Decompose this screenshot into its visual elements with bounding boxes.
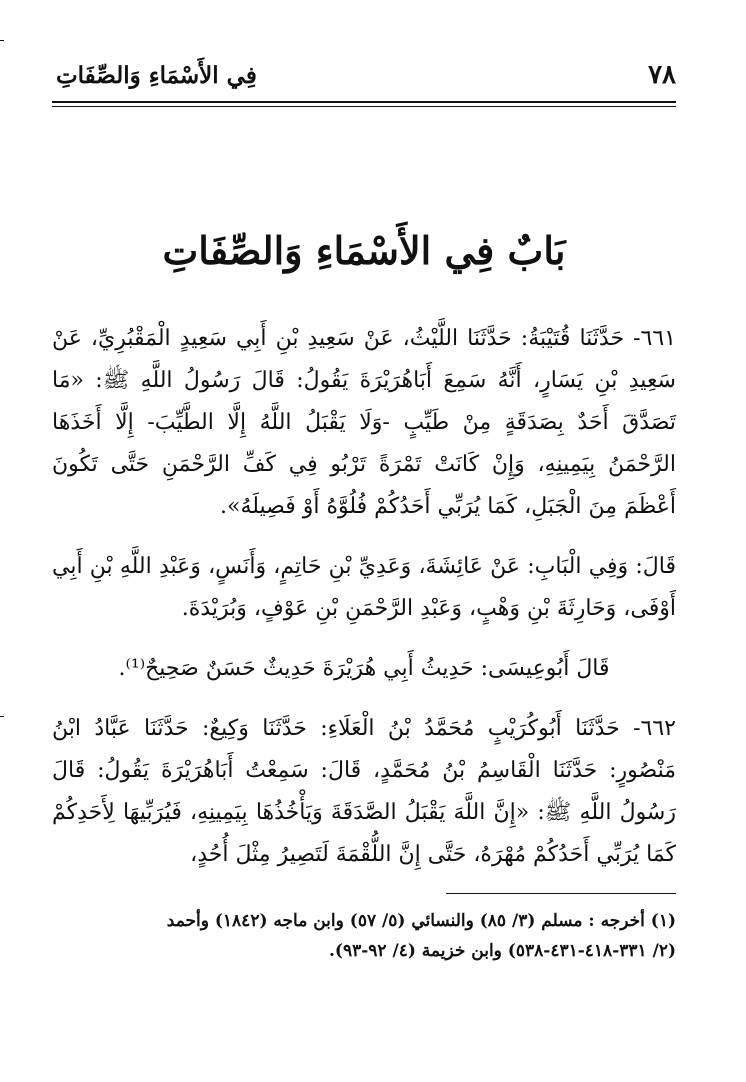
body-text [52,318,676,894]
grading-paragraph: قَالَ أَبُوعِيسَى: حَدِيثُ أَبِي هُرَيْرَةَ حَدِيثٌ حَسَنٌ صَحِيحٌ⁽¹⁾. [118,656,610,681]
footnote-rule [446,893,676,894]
margin-mark-top [0,40,4,41]
book-title: فِي الأَسْمَاءِ وَالصِّفَاتِ [56,62,257,89]
margin-mark-middle [0,716,4,717]
chapter-title: بَابٌ فِي الأَسْمَاءِ وَالصِّفَاتِ [162,228,566,273]
chapter-narrations-paragraph: قَالَ: وَفِي الْبَابِ: عَنْ عَائِشَةَ، وَعَدِيِّ بْنِ حَاتِمٍ، وَأَنَسٍ، وَعَبْدِ اللَّهِ بْنِ أَبِي أَوْفَى، وَحَارِثَةَ بْنِ وَهْبٍ، وَعَبْدِ الرَّحْمَنِ بْنِ عَوْفٍ، وَبُرَيْدَةَ. [52,554,676,621]
hadith-662-paragraph: ٦٦٢- حَدَّثَنَا أَبُوكُرَيْبٍ مُحَمَّدُ بْنُ الْعَلَاءِ: حَدَّثَنَا وَكِيعٌ: حَدَّثَنَا عَبَّادُ ابْنُ مَنْصُورٍ: حَدَّثَنَا الْقَاسِمُ بْنُ مُحَمَّدٍ، قَالَ: سَمِعْتُ أَبَاهُرَيْرَةَ يَقُولُ: قَالَ رَسُولُ اللَّهِ ﷺ: «إِنَّ اللَّهَ يَقْبَلُ الصَّدَقَةَ وَيَأْخُذُهَا بِيَمِينِهِ، فَيُرَبِّيهَا لِأَحَدِكُمْ كَمَا يُرَبِّي أَحَدُكُمْ مُهْرَهُ، حَتَّى إِنَّ اللُّقْمَةَ لَتَصِيرُ مِثْلَ أُحُدٍ، [52,716,676,867]
hadith-661-paragraph: ٦٦١- حَدَّثَنَا قُتَيْبَةُ: حَدَّثَنَا اللَّيْثُ، عَنْ سَعِيدِ بْنِ أَبِي سَعِيدٍ الْمَقْبُرِيِّ، عَنْ سَعِيدِ بْنِ يَسَارٍ، أَنَّهُ سَمِعَ أَبَاهُرَيْرَةَ يَقُولُ: قَالَ رَسُولُ اللَّهِ ﷺ: «مَا تَصَدَّقَ أَحَدٌ بِصَدَقَةٍ مِنْ طَيِّبٍ -وَلَا يَقْبَلُ اللَّهُ إِلَّا الطَّيِّبَ- إِلَّا أَخَذَهَا الرَّحْمَنُ بِيَمِينِهِ، وَإِنْ كَانَتْ تَمْرَةً تَرْبُو فِي كَفِّ الرَّحْمَنِ حَتَّى تَكُونَ أَعْظَمَ مِنَ الْجَبَلِ، كَمَا يُرَبِّي أَحَدُكُمْ فُلُوَّهُ أَوْ فَصِيلَهُ». [52,326,676,519]
header-rule [52,101,676,103]
running-header [52,56,676,100]
footnote [52,906,676,966]
footnote-line: (٢/ ٣٣١-٤١٨-٤٣١-٥٣٨) وابن خزيمة (٤/ ٩٢-٩٣). [329,941,676,961]
page-number: ٧٨ [648,60,676,90]
footnote-line: (١) أخرجه : مسلم (٣/ ٨٥) والنسائي (٥/ ٥٧) وابن ماجه (١٨٤٢) وأحمد [166,911,676,931]
header-rule-thin [52,106,676,107]
